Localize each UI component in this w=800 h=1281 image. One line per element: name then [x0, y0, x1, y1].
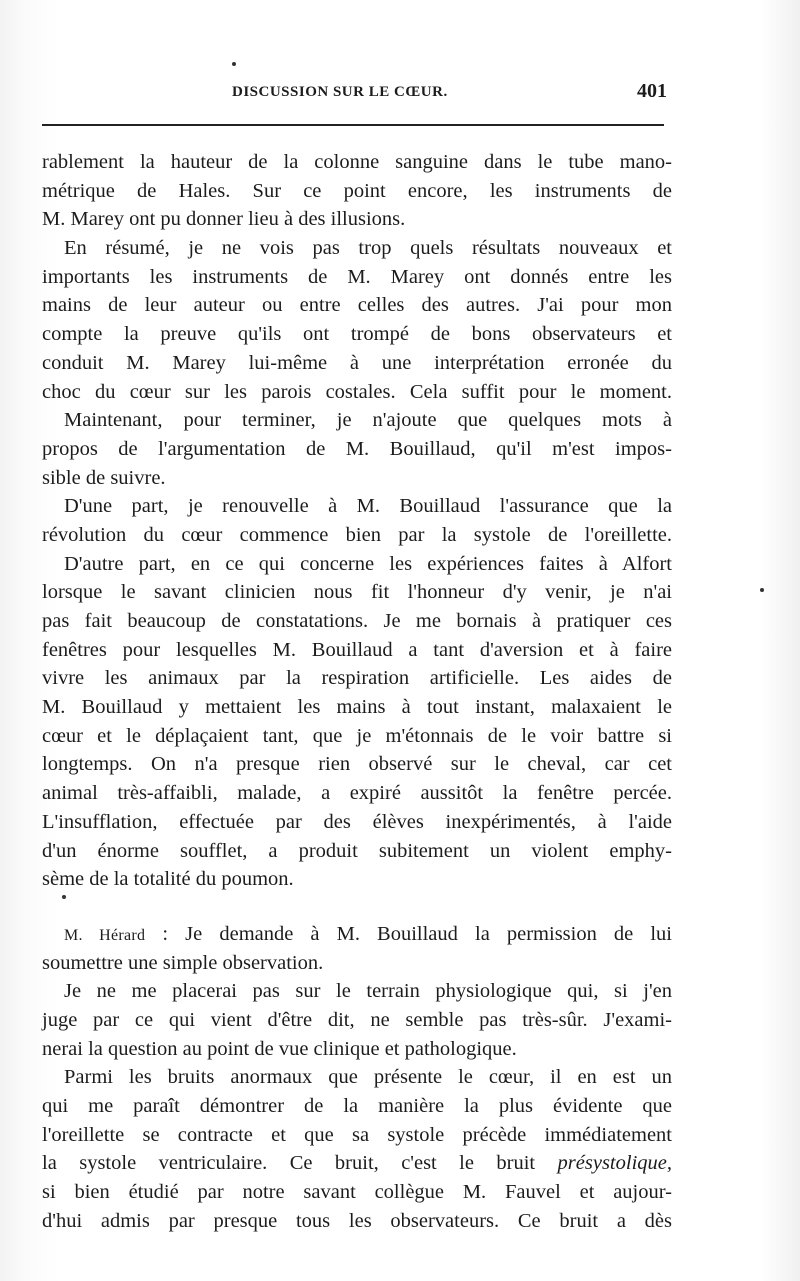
- text-line: M. Bouillaud y mettaient les mains à tout instant, malaxaient le: [42, 696, 672, 719]
- text-line: soumettre une simple observation.: [42, 951, 324, 974]
- text-line: animal très-affaibli, malade, a expiré aussitôt la fenêtre percée.: [42, 782, 672, 805]
- text-line: juge par ce qui vient d'être dit, ne semble pas très-sûr. J'exami-: [42, 1008, 672, 1031]
- text-line: si bien étudié par notre savant collègue M. Fauvel et aujour-: [42, 1181, 672, 1204]
- print-speck: [232, 62, 236, 66]
- text-line: sème de la totalité du poumon.: [42, 868, 294, 891]
- italic-term: présystolique,: [557, 1152, 672, 1175]
- text-line: fenêtres pour lesquelles M. Bouillaud a tant d'aversion et à faire: [42, 638, 672, 661]
- text-line: L'insufflation, effectuée par des élèves inexpérimentés, à l'aide: [42, 810, 672, 833]
- text-line: l'oreillette se contracte et que sa systole précède immédiatement: [42, 1123, 672, 1146]
- text-line: Parmi les bruits anormaux que présente le cœur, il en est un: [64, 1066, 672, 1089]
- page-number: 401: [637, 80, 667, 102]
- text-line: compte la preuve qu'ils ont trompé de bons observateurs et: [42, 323, 672, 346]
- speaker-line: [42, 920, 672, 949]
- text-line: d'un énorme soufflet, a produit subitement un violent emphy-: [42, 839, 672, 862]
- text-line: choc du cœur sur les parois costales. Cela suffit pour le moment.: [42, 380, 672, 403]
- text-line: M. Marey ont pu donner lieu à des illusions.: [42, 208, 406, 231]
- text-line: Maintenant, pour terminer, je n'ajoute que quelques mots à: [64, 409, 672, 432]
- text-line: longtemps. On n'a presque rien observé sur le cheval, car cet: [42, 753, 672, 776]
- text-line: cœur et le déplaçaient tant, que je m'étonnais de le voir battre si: [42, 724, 672, 747]
- text-line: D'autre part, en ce qui concerne les expériences faites à Alfort: [64, 552, 672, 575]
- text-line: D'une part, je renouvelle à M. Bouillaud l'assurance que la: [64, 495, 672, 518]
- text-line: pas fait beaucoup de constatations. Je me bornais à pratiquer ces: [42, 610, 672, 632]
- text-line: qui me paraît démontrer de la manière la plus évidente que: [42, 1095, 672, 1117]
- print-speck: [760, 588, 764, 592]
- page-header: [42, 80, 667, 110]
- text-line: métrique de Hales. Sur ce point encore, les instruments de: [42, 179, 672, 202]
- text-line: propos de l'argumentation de M. Bouillaud, qu'il m'est impos-: [42, 437, 672, 460]
- running-title: DISCUSSION SUR LE CŒUR.: [232, 84, 448, 100]
- text-segment: la systole ventriculaire. Ce bruit, c'est le bruit: [42, 1152, 558, 1175]
- header-rule: [42, 124, 664, 126]
- text-line: vivre les animaux par la respiration artificielle. Les aides de: [42, 667, 672, 690]
- text-line: nerai la question au point de vue clinique et pathologique.: [42, 1037, 517, 1060]
- text-line: [42, 1149, 672, 1178]
- text-line: importants les instruments de M. Marey ont donnés entre les: [42, 265, 672, 288]
- text-line: conduit M. Marey lui-même à une interprétation erronée du: [42, 351, 672, 374]
- body-text: [42, 148, 672, 1235]
- text-line: Je ne me placerai pas sur le terrain physiologique qui, si j'en: [64, 980, 672, 1003]
- text-line: lorsque le savant clinicien nous fit l'honneur d'y venir, je n'ai: [42, 581, 672, 604]
- text-line: révolution du cœur commence bien par la systole de l'oreillette.: [42, 523, 672, 546]
- text-line: d'hui admis par presque tous les observateurs. Ce bruit a dès: [42, 1209, 672, 1232]
- text-line: sible de suivre.: [42, 466, 166, 489]
- text-line: mains de leur auteur ou entre celles des autres. J'ai pour mon: [42, 294, 672, 317]
- text-line: rablement la hauteur de la colonne sanguine dans le tube mano-: [42, 151, 672, 173]
- speaker-text: : Je demande à M. Bouillaud la permission de lui: [145, 922, 673, 945]
- speaker-name: M. Hérard: [64, 926, 146, 944]
- text-line: En résumé, je ne vois pas trop quels résultats nouveaux et: [64, 237, 672, 260]
- print-speck: [62, 895, 66, 899]
